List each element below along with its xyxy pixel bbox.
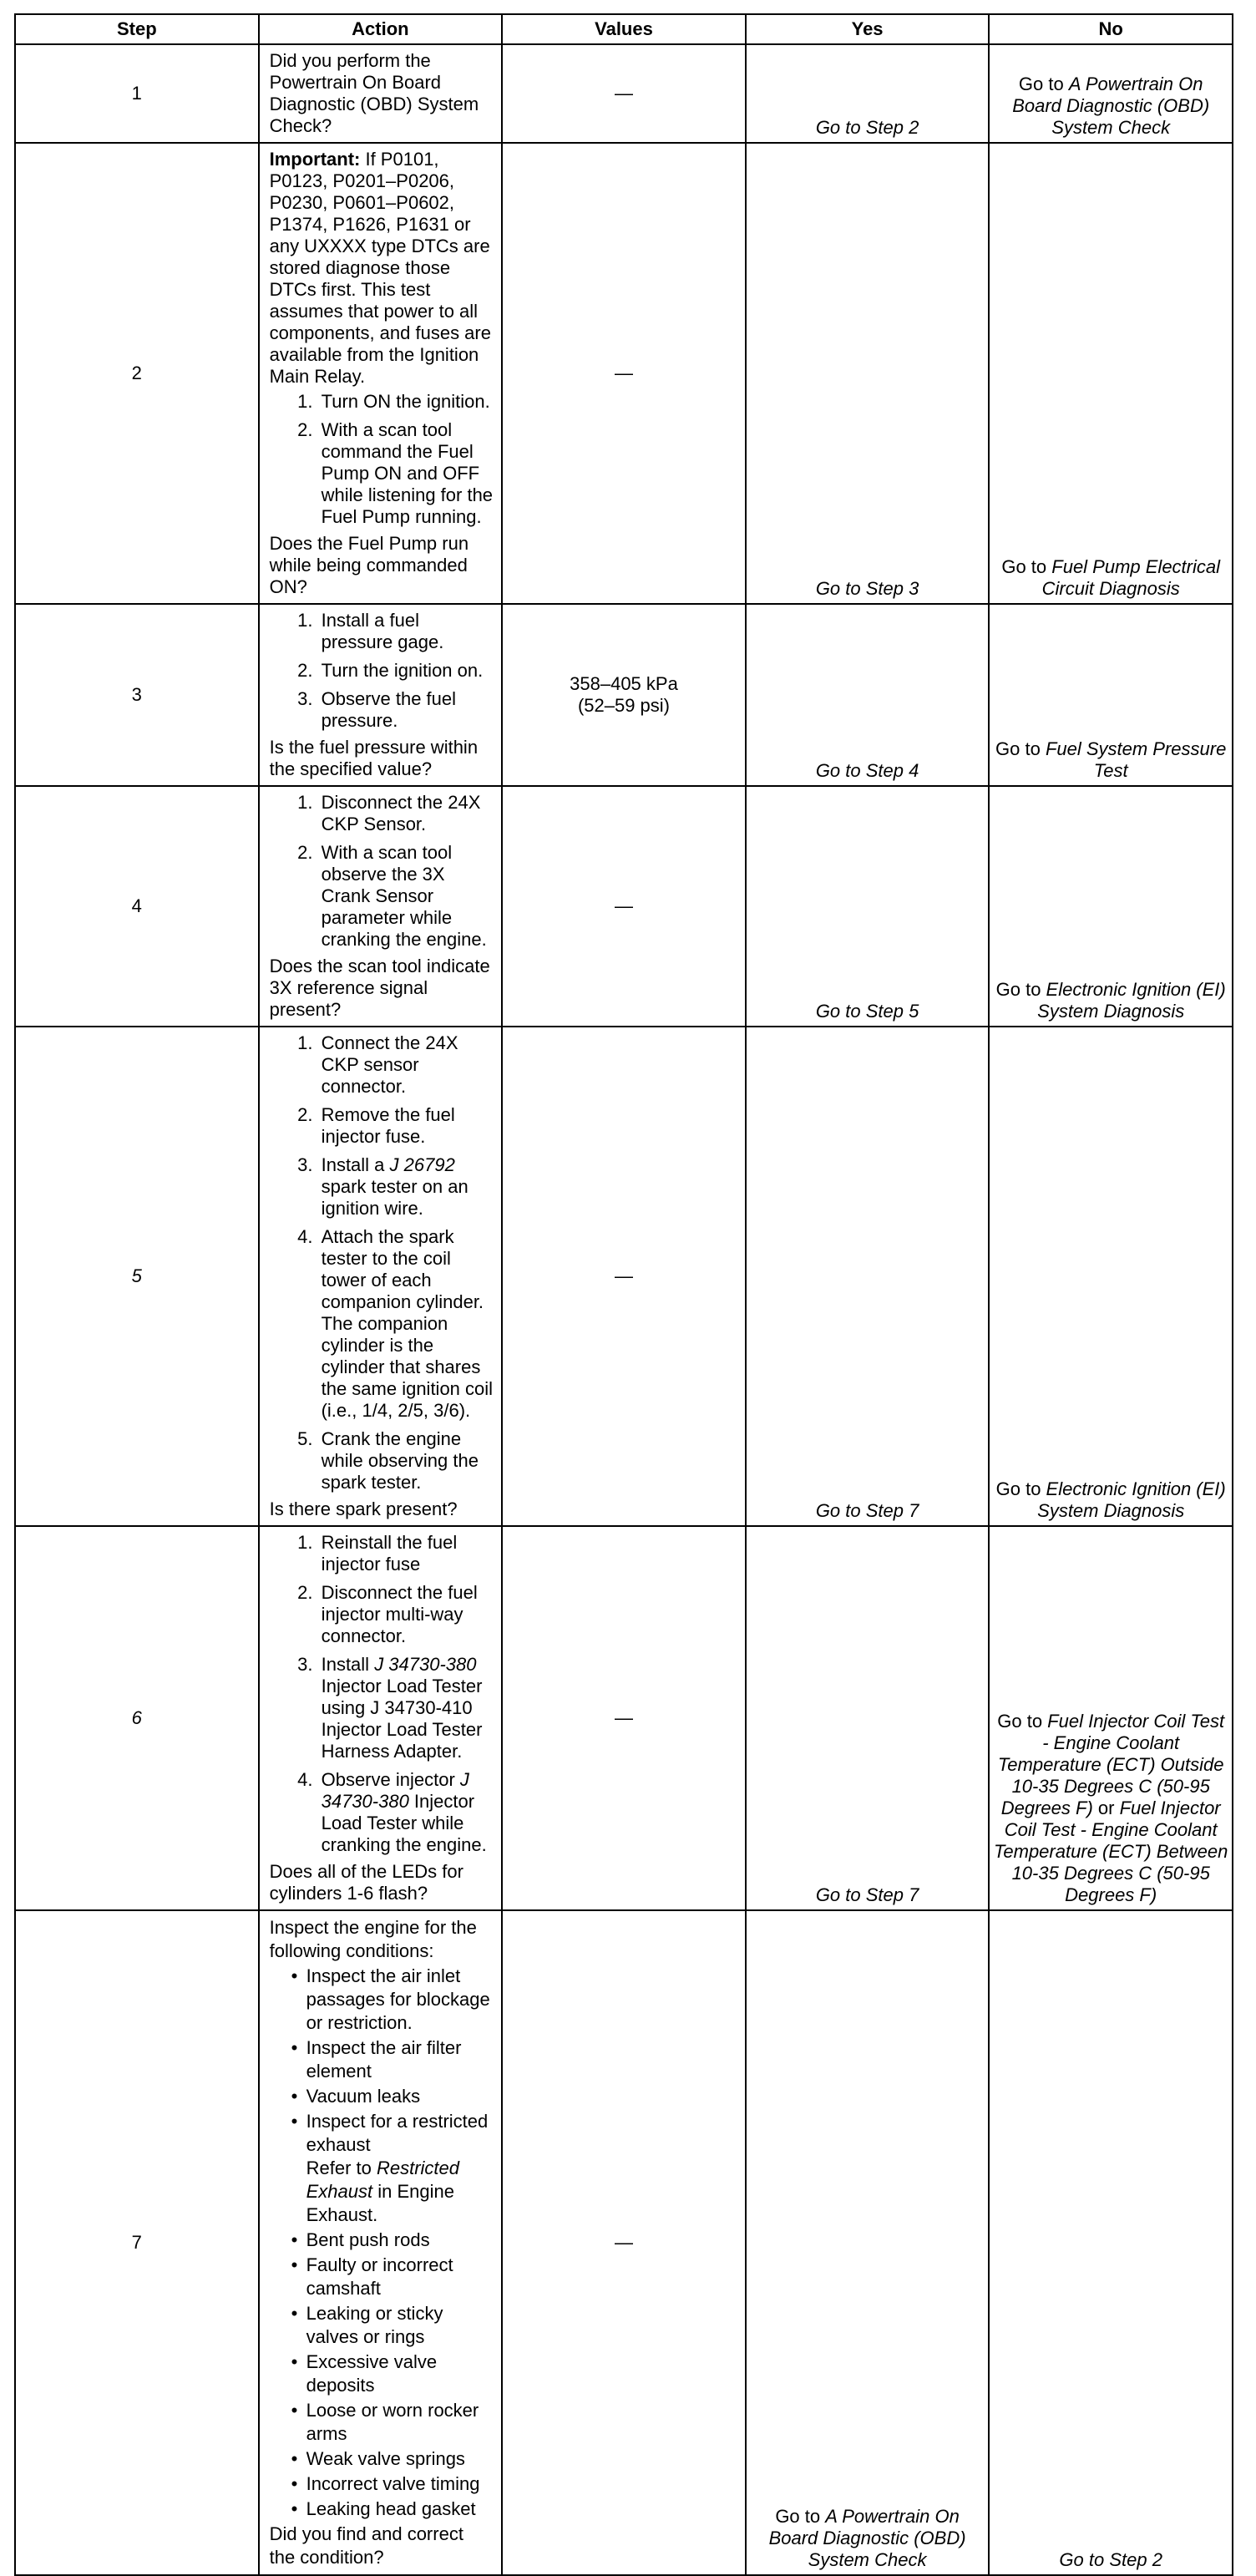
- question-text: Did you perform the Powertrain On Board Diagnostic (OBD) System Check?: [269, 50, 479, 136]
- table-row: [15, 44, 1233, 143]
- no-prefix: Go to: [995, 979, 1046, 1000]
- list-item: • Inspect the air inlet passages for blockage or restriction.: [306, 1965, 494, 2035]
- list-item: • Bent push rods: [306, 2229, 494, 2252]
- question-text: Is there spark present?: [269, 1498, 458, 1519]
- doc-reference[interactable]: Restricted Exhaust: [306, 2158, 460, 2202]
- yes-reference: A Powertrain On Board Diagnostic (OBD) System Check: [768, 2506, 966, 2570]
- no-reference: Fuel System Pressure Test: [1045, 738, 1227, 781]
- no-reference: Fuel Injector Coil Test - Engine Coolant Temperature (ECT) Outside 10-35 Degrees C (50-95 Degrees F): [997, 1711, 1225, 1818]
- tool-reference: J 34730-380: [374, 1654, 477, 1675]
- step-number: 5: [15, 1027, 259, 1526]
- no-prefix: Go to: [995, 1478, 1046, 1499]
- step-number: 4: [15, 786, 259, 1027]
- list-item: 1. Install a fuel pressure gage.: [318, 610, 494, 653]
- list-item: 2. Turn the ignition on.: [318, 660, 494, 682]
- no-link[interactable]: [990, 738, 1232, 785]
- dash-value: —: [614, 83, 633, 104]
- list-item: • Leaking or sticky valves or rings: [306, 2302, 494, 2349]
- yes-cell: [746, 1027, 990, 1526]
- item-text: Observe injector: [321, 1769, 460, 1790]
- dash-value: —: [614, 2232, 633, 2253]
- item-text: Inspect for a restricted exhaust: [306, 2111, 489, 2155]
- list-item: 2. Disconnect the fuel injector multi-way connector.: [318, 1582, 494, 1647]
- action-cell: [259, 1027, 503, 1526]
- item-text: in Engine Exhaust.: [306, 2181, 454, 2225]
- step-list: [270, 391, 494, 528]
- tool-reference: J 26792: [389, 1154, 455, 1175]
- no-prefix: Go to: [1018, 74, 1069, 94]
- values-cell: [502, 1526, 746, 1910]
- step-number: 7: [15, 1910, 259, 2575]
- no-reference: Electronic Ignition (EI) System Diagnosis: [1037, 979, 1226, 1022]
- values-cell: [502, 1910, 746, 2575]
- important-text: If P0101, P0123, P0201–P0206, P0230, P0601–P0602, P1374, P1626, P1631 or any UXXXX type DTCs are stored diagnose those DTCs first. This test assumes that power to all components, and fuses are available from the Ignition Main Relay.: [269, 149, 491, 387]
- yes-cell: [746, 44, 990, 143]
- no-prefix: Go to: [997, 1711, 1048, 1732]
- no-link[interactable]: [990, 979, 1232, 1026]
- question-text: Does the scan tool indicate 3X reference signal present?: [269, 956, 490, 1020]
- list-item: 1. Disconnect the 24X CKP Sensor.: [318, 792, 494, 835]
- list-item: • Incorrect valve timing: [306, 2472, 494, 2496]
- dash-value: —: [614, 1265, 633, 1286]
- action-cell: [259, 786, 503, 1027]
- no-or: or: [1092, 1798, 1120, 1818]
- intro-text: Inspect the engine for the following conditions:: [269, 1917, 477, 1961]
- values-cell: [502, 44, 746, 143]
- table-row: [15, 786, 1233, 1027]
- item-text: Install: [321, 1654, 375, 1675]
- no-cell: [989, 1526, 1233, 1910]
- pressure-kpa: 358–405 kPa: [570, 673, 678, 694]
- step-list: [270, 1532, 494, 1856]
- question-text: Is the fuel pressure within the specified value?: [269, 737, 479, 779]
- dash-value: —: [614, 895, 633, 916]
- action-cell: [259, 1910, 503, 2575]
- no-cell: [989, 1910, 1233, 2575]
- list-item: • Faulty or incorrect camshaft: [306, 2254, 494, 2300]
- no-link[interactable]: [990, 1478, 1232, 1525]
- table-row: [15, 1526, 1233, 1910]
- dash-value: —: [614, 363, 633, 383]
- no-reference: Electronic Ignition (EI) System Diagnosis: [1037, 1478, 1226, 1521]
- no-cell: [989, 786, 1233, 1027]
- yes-cell: [746, 786, 990, 1027]
- step-list: [270, 610, 494, 732]
- no-cell: [989, 44, 1233, 143]
- yes-cell: [746, 1526, 990, 1910]
- header-yes: Yes: [746, 14, 990, 44]
- no-reference: A Powertrain On Board Diagnostic (OBD) System Check: [1012, 74, 1210, 138]
- action-cell: [259, 604, 503, 786]
- table-row: [15, 1910, 1233, 2575]
- step-number: 3: [15, 604, 259, 786]
- values-cell: [502, 786, 746, 1027]
- list-item: 1. Turn ON the ignition.: [318, 391, 494, 413]
- step-number: 1: [15, 44, 259, 143]
- action-cell: [259, 143, 503, 604]
- yes-link[interactable]: Go to Step 5: [815, 1001, 919, 1022]
- table-row: [15, 143, 1233, 604]
- list-item: [306, 2110, 494, 2227]
- list-item: 2. With a scan tool command the Fuel Pump ON and OFF while listening for the Fuel Pump running.: [318, 419, 494, 528]
- question-text: Did you find and correct the condition?: [269, 2523, 463, 2568]
- item-text: Refer to: [306, 2158, 377, 2178]
- values-cell: [502, 1027, 746, 1526]
- table-row: [15, 1027, 1233, 1526]
- yes-prefix: Go to: [775, 2506, 826, 2527]
- list-item: [318, 1154, 494, 1220]
- yes-cell: [746, 1910, 990, 2575]
- list-item: 2. Remove the fuel injector fuse.: [318, 1104, 494, 1148]
- yes-link[interactable]: Go to Step 2: [815, 117, 919, 138]
- pressure-psi: (52–59 psi): [577, 695, 671, 716]
- step-number: 6: [15, 1526, 259, 1910]
- no-link[interactable]: [990, 74, 1232, 142]
- table-row: [15, 604, 1233, 786]
- list-item: 1. Connect the 24X CKP sensor connector.: [318, 1032, 494, 1098]
- list-item: [318, 1654, 494, 1762]
- yes-link[interactable]: Go to Step 3: [815, 578, 919, 599]
- header-step: Step: [15, 14, 259, 44]
- list-item: • Leaking head gasket: [306, 2497, 494, 2521]
- question-text: Does all of the LEDs for cylinders 1-6 flash?: [269, 1861, 463, 1904]
- list-item: • Loose or worn rocker arms: [306, 2399, 494, 2446]
- no-link[interactable]: Go to Step 2: [1059, 2549, 1162, 2570]
- list-item: • Excessive valve deposits: [306, 2350, 494, 2397]
- yes-link[interactable]: [747, 2506, 989, 2574]
- header-row: [15, 14, 1233, 44]
- condition-list: [270, 1965, 494, 2521]
- important-note: [270, 149, 494, 388]
- no-prefix: Go to: [1001, 556, 1052, 577]
- header-action: Action: [259, 14, 503, 44]
- no-cell: [989, 1027, 1233, 1526]
- values-cell: [502, 604, 746, 786]
- list-item: 4. Attach the spark tester to the coil tower of each companion cylinder. The companion cylinder is the cylinder that shares the same ignition coil (i.e., 1/4, 2/5, 3/6).: [318, 1226, 494, 1422]
- action-cell: [259, 44, 503, 143]
- no-prefix: Go to: [995, 738, 1046, 759]
- list-item: 2. With a scan tool observe the 3X Crank Sensor parameter while cranking the engine.: [318, 842, 494, 951]
- list-item: 3. Observe the fuel pressure.: [318, 688, 494, 732]
- item-text: Injector Load Tester using J 34730-410 Injector Load Tester Harness Adapter.: [321, 1676, 483, 1762]
- dash-value: —: [614, 1707, 633, 1728]
- yes-cell: [746, 143, 990, 604]
- item-text: Injector Load Tester while cranking the engine.: [321, 1791, 487, 1855]
- list-item: • Vacuum leaks: [306, 2085, 494, 2108]
- list-item: • Weak valve springs: [306, 2447, 494, 2471]
- step-list: [270, 1032, 494, 1493]
- no-cell: [989, 604, 1233, 786]
- action-cell: [259, 1526, 503, 1910]
- no-cell: [989, 143, 1233, 604]
- yes-cell: [746, 604, 990, 786]
- list-item: 5. Crank the engine while observing the spark tester.: [318, 1428, 494, 1493]
- yes-link[interactable]: Go to Step 4: [815, 760, 919, 781]
- item-text: spark tester on an ignition wire.: [321, 1176, 468, 1219]
- step-number: 2: [15, 143, 259, 604]
- step-list: [270, 792, 494, 951]
- no-link[interactable]: [990, 556, 1232, 603]
- list-item: • Inspect the air filter element: [306, 2036, 494, 2083]
- yes-link[interactable]: Go to Step 7: [815, 1500, 919, 1521]
- list-item: 1. Reinstall the fuel injector fuse: [318, 1532, 494, 1575]
- question-text: Does the Fuel Pump run while being commanded ON?: [269, 533, 469, 597]
- values-cell: [502, 143, 746, 604]
- no-reference: Fuel Pump Electrical Circuit Diagnosis: [1041, 556, 1221, 599]
- tool-reference: J 34730-380: [321, 1769, 469, 1812]
- header-values: Values: [502, 14, 746, 44]
- diagnostic-table: [14, 13, 1233, 2576]
- header-no: No: [989, 14, 1233, 44]
- no-link[interactable]: [990, 1711, 1232, 1909]
- important-label: Important:: [269, 149, 361, 170]
- yes-link[interactable]: Go to Step 7: [815, 1884, 919, 1905]
- no-reference: Fuel Injector Coil Test - Engine Coolant Temperature (ECT) Between 10-35 Degrees C (50-95 Degrees F): [993, 1798, 1228, 1905]
- list-item: [318, 1769, 494, 1856]
- item-text: Install a: [321, 1154, 390, 1175]
